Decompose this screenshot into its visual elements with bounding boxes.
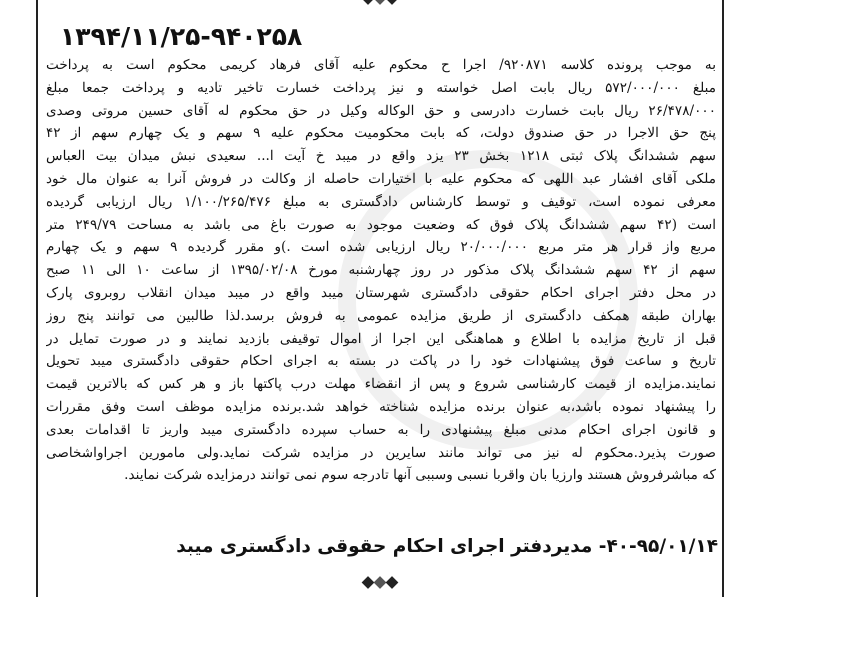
text-line: است (۴۲ سهم ششدانگ پلاک فوق که وضعیت موجود به صورت باغ می باشد به مساحت ۲۴۹/۷۹ متر: [46, 216, 716, 233]
text-line: به موجب پرونده کلاسه ۹۲۰۸۷۱/ اجرا ح محکوم علیه آقای فرهاد کریمی محکوم است به پرداخت: [46, 57, 716, 73]
signature-line: ۴۰-۹۵/۰۱/۱۴- مدیردفتر اجرای احکام حقوقی دادگستری میبد: [176, 536, 718, 557]
top-ornament: [358, 0, 403, 3]
text-line: معرفی نموده است، توقیف و توسط کارشناس دادگستری به مبلغ ۱/۱۰۰/۲۶۵/۴۷۶ ریال ارزیابی گردیده: [46, 193, 716, 210]
diamond-icon: [362, 576, 375, 589]
text-line: سهم از ۴۲ سهم ششدانگ پلاک مذکور در روز چهارشنبه مورخ ۱۳۹۵/۰۲/۰۸ از ساعت ۱۰ الی ۱۱ صبح: [46, 262, 716, 279]
bottom-ornament: [358, 578, 403, 587]
text-line: صورت پذیرد.محکوم له نیز می تواند مانند سایرین در مزایده شرکت نماید.ولی مامورین اجراواشخاصی: [46, 444, 716, 461]
text-line: ۲۶/۴۷۸/۰۰۰ ریال بابت خسارت دادرسی و حق الوکاله وکیل در حق محکوم له آقای حسین مروتی وصدی: [46, 102, 716, 119]
diamond-icon: [386, 576, 399, 589]
text-line: را پیشنهاد نموده باشد،به عنوان برنده مزایده شناخته خواهد شد.برنده مزایده موظف است وفق مقررات: [46, 398, 716, 415]
text-line: پنج حق الاجرا در حق صندوق دولت، که بابت محکومیت محکوم علیه ۹ سهم و یک چهارم سهم از ۴۲: [46, 125, 716, 142]
auction-notice: [36, 0, 724, 597]
diamond-icon: [374, 576, 387, 589]
text-line: تاریخ و ساعت فوق پیشنهادات خود را در پاکت در بسته به اجرای احکام حقوقی دادگستری میبد تحویل: [46, 353, 716, 370]
text-line: در محل دفتر اجرای احکام حقوقی دادگستری شهرستان میبد واقع در میبد میدان انقلاب روبروی پارک: [46, 284, 716, 301]
text-line: قبل از تاریخ مزایده با اطلاع و هماهنگی این اجرا از اموال توقیفی بازدید نمایند و در صورت تمایل در: [46, 330, 716, 347]
diamond-icon: [362, 0, 375, 5]
text-line: سهم ششدانگ پلاک ثبتی ۱۲۱۸ بخش ۲۳ یزد واقع در میبد خ آیت ا... سعیدی نبش میدان بیت العباس: [46, 148, 716, 165]
text-line: مربع واز قرار هر متر مربع ۲۰/۰۰۰/۰۰۰ ریال ارزیابی شده است .)و مقرر گردیده ۹ سهم و یک چهارم: [46, 239, 716, 256]
diamond-icon: [374, 0, 387, 5]
text-line: مبلغ ۵۷۲/۰۰۰/۰۰۰ ریال بابت اصل خواسته و نیز پرداخت خسارت تاخیر تادیه و پرداخت جمعا مبلغ: [46, 79, 716, 96]
diamond-icon: [386, 0, 399, 5]
text-line: که مباشرفروش هستند وارزیا بان واقربا نسبی وسببی آنها تادرجه سوم نمی توانند درمزایده شرکت نمایند.: [124, 467, 716, 484]
text-line: نمایند.مزایده از قیمت کارشناسی شروع و پس از انقضاء مهلت درب پاکتها باز و هر کس که بالاترین قیمت: [46, 376, 716, 393]
case-number: ۱۳۹۴/۱۱/۲۵-۹۴۰۲۵۸: [60, 22, 303, 51]
notice-body: [46, 54, 716, 487]
text-line: بهاران طبقه همکف دادگستری از طریق مزایده عمومی به فروش برسد.لذا طالبین می توانند پنج روز: [46, 307, 716, 324]
text-line: ملکی آقای افشار عبد اللهی که محکوم علیه با اختیارات حاصله از وکالت در فروش آنرا به عنوان مال خود: [46, 170, 716, 187]
notice-paragraph: [46, 54, 716, 487]
text-line: و قانون اجرای احکام مدنی مبلغ پیشنهادی را به حساب سپرده دادگستری میبد واریز تا اقدامات بعدی: [46, 421, 716, 438]
